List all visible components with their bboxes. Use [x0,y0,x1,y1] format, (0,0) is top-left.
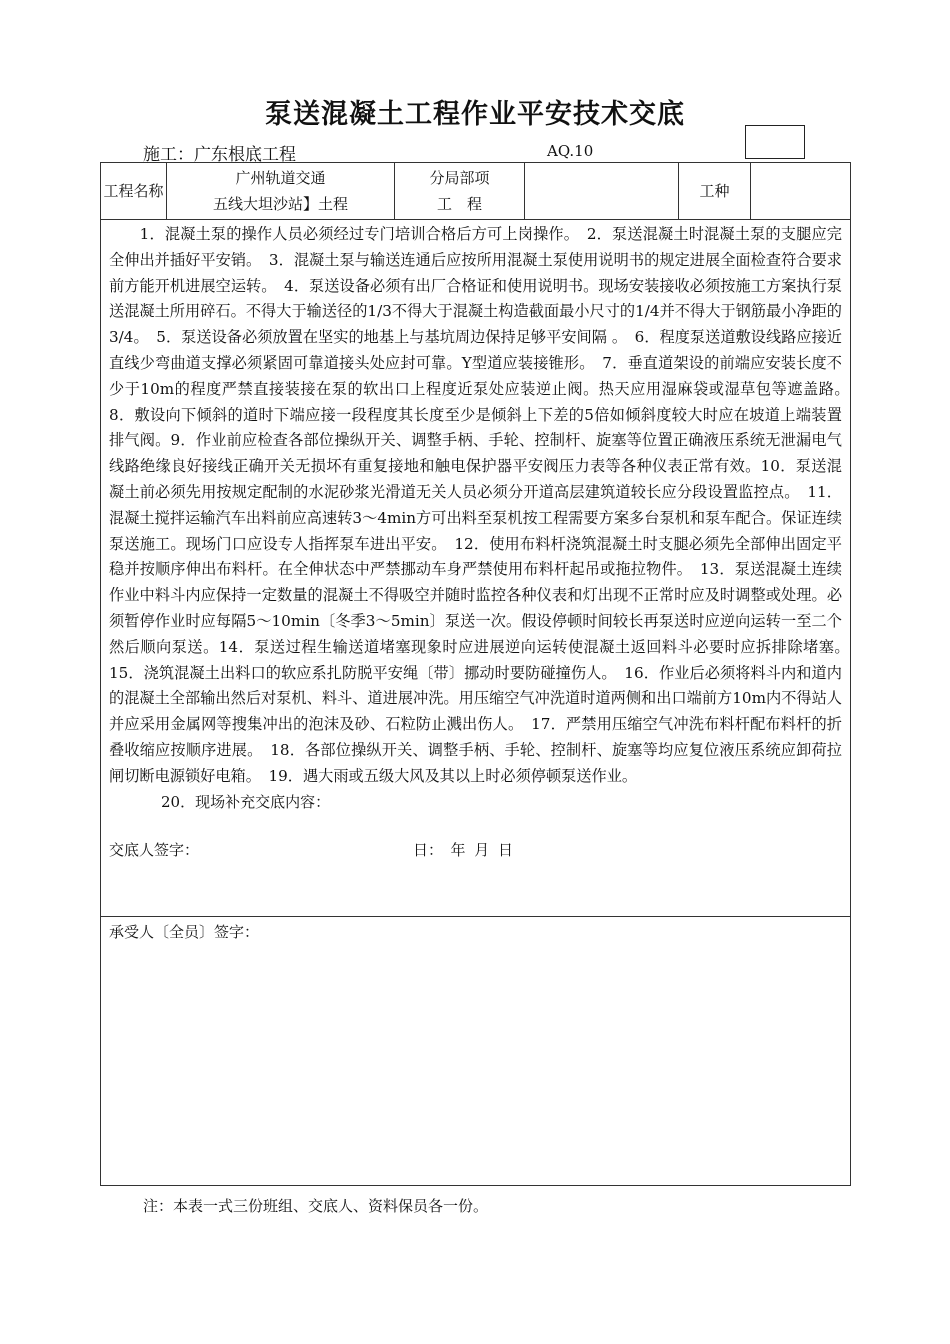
document-title: 泵送混凝土工程作业平安技术交底 [265,99,685,130]
safety-content [101,220,858,815]
safety-paragraph: 1．混凝土泵的操作人员必须经过专门培训合格后方可上岗操作。 2．泵送混凝土时混凝土泵的支腿应完全伸出并插好平安销。 3．混凝土泵与输送连通后应按所用混凝土泵使用说明书的规定进展全面检查符合要求前方能开机进展空运转。 4．泵送设备必须有出厂合格证和使用说明书。现场安装接收必须按施工方案执行泵送混凝土所用碎石。不得大于输送径的1/3不得大于混凝土构造截面最小尺寸的1/4并不得大于钢筋最小净距的3/4。 5．泵送设备必须放置在坚实的地基上与基坑周边保持足够平安间隔 。 6．程度泵送道敷设线路应接近直线少弯曲道支撑必须紧固可靠道接头处应封可靠。Y型道应装接锥形。 7．垂直道架设的前端应安装长度不少于10m的程度严禁直接装接在泵的软出口上程度近泵处应装逆止阀。热天应用湿麻袋或湿草包等遮盖路。 8．敷设向下倾斜的道时下端应接一段程度其长度至少是倾斜上下差的5倍如倾斜度较大时应在坡道上端装置排气阀。9．作业前应检查各部位操纵开关、调整手柄、手轮、控制杆、旋塞等位置正确液压系统无泄漏电气线路绝缘良好接线正确开关无损坏有重复接地和触电保护器平安阀压力表等各种仪表正常有效。10．泵送混凝土前必须先用按规定配制的水泥砂浆光滑道无关人员必须分开道高层建筑道较长应分段设置监控点。 11．混凝土搅拌运输汽车出料前应高速转3～4min方可出料至泵机按工程需要方案多台泵机和泵车配合。保证连续泵送施工。现场门口应设专人指挥泵车进出平安。 12．使用布料杆浇筑混凝土时支腿必须先全部伸出固定平稳并按顺序伸出布料杆。在全伸状态中严禁挪动车身严禁使用布料杆起吊或拖拉物件。 13．泵送混凝土连续作业中料斗内应保持一定数量的混凝土不得吸空并随时监控各种仪表和灯出现不正常时应及时调整或处理。必须暂停作业时应每隔5～10min〔冬季3～5min〕泵送一次。假设停顿时间较长再泵送时应逆向运转一至二个然后顺向泵送。14．泵送过程生输送道堵塞现象时应进展逆向运转使混凝土返回料斗必要时应拆排除堵塞。 15．浇筑混凝土出料口的软应系扎防脱平安绳〔带〕挪动时要防碰撞伤人。 16．作业后必须将料斗内和道内的混凝土全部输出然后对泵机、料斗、道进展冲洗。用压缩空气冲洗道时道两侧和出口端前方10m内不得站人并应采用金属网等搜集冲出的泡沫及砂、石粒防止溅出伤人。 17．严禁用压缩空气冲洗布料杆配布料杆的折叠收缩应按顺序进展。 18．各部位操纵开关、调整手柄、手轮、控制杆、旋塞等均应复位液压系统应卸荷拉闸切断电源锁好电箱。 19．遇大雨或五级大风及其以上时必须停顿泵送作业。 [109,225,858,785]
form-code: AQ.10 [547,142,594,160]
sub-item-value [525,163,679,220]
company-line: 施工：广东根底工程 [143,145,296,165]
project-name-line2: 五线大坦沙站】土程 [212,195,348,213]
sub-item-label-line2: 工 程 [436,195,482,213]
sub-item-label-line1: 分局部项 [429,169,490,187]
signer-label: 交底人签字： [109,841,200,860]
signature-row [101,839,850,879]
content-cell [101,220,858,917]
project-name-line1: 广州轨道交通 [235,169,326,187]
disclosure-table [100,162,858,1186]
receiver-label: 承受人〔全员〕签字： [109,923,260,941]
project-name-label: 工程名称 [101,163,167,220]
form-number-box [745,125,805,159]
header-row [101,163,851,220]
footnote: 注：本表一式三份班组、交底人、资料保员各一份。 [143,1197,489,1215]
trade-label: 工种 [679,163,751,220]
supplement-label: 20．现场补充交底内容： [161,792,331,811]
trade-value [751,163,851,220]
project-name-value [167,163,395,220]
receiver-cell [101,917,851,1186]
date-label: 日： 年 月 日 [413,841,514,860]
sub-item-label [395,163,525,220]
